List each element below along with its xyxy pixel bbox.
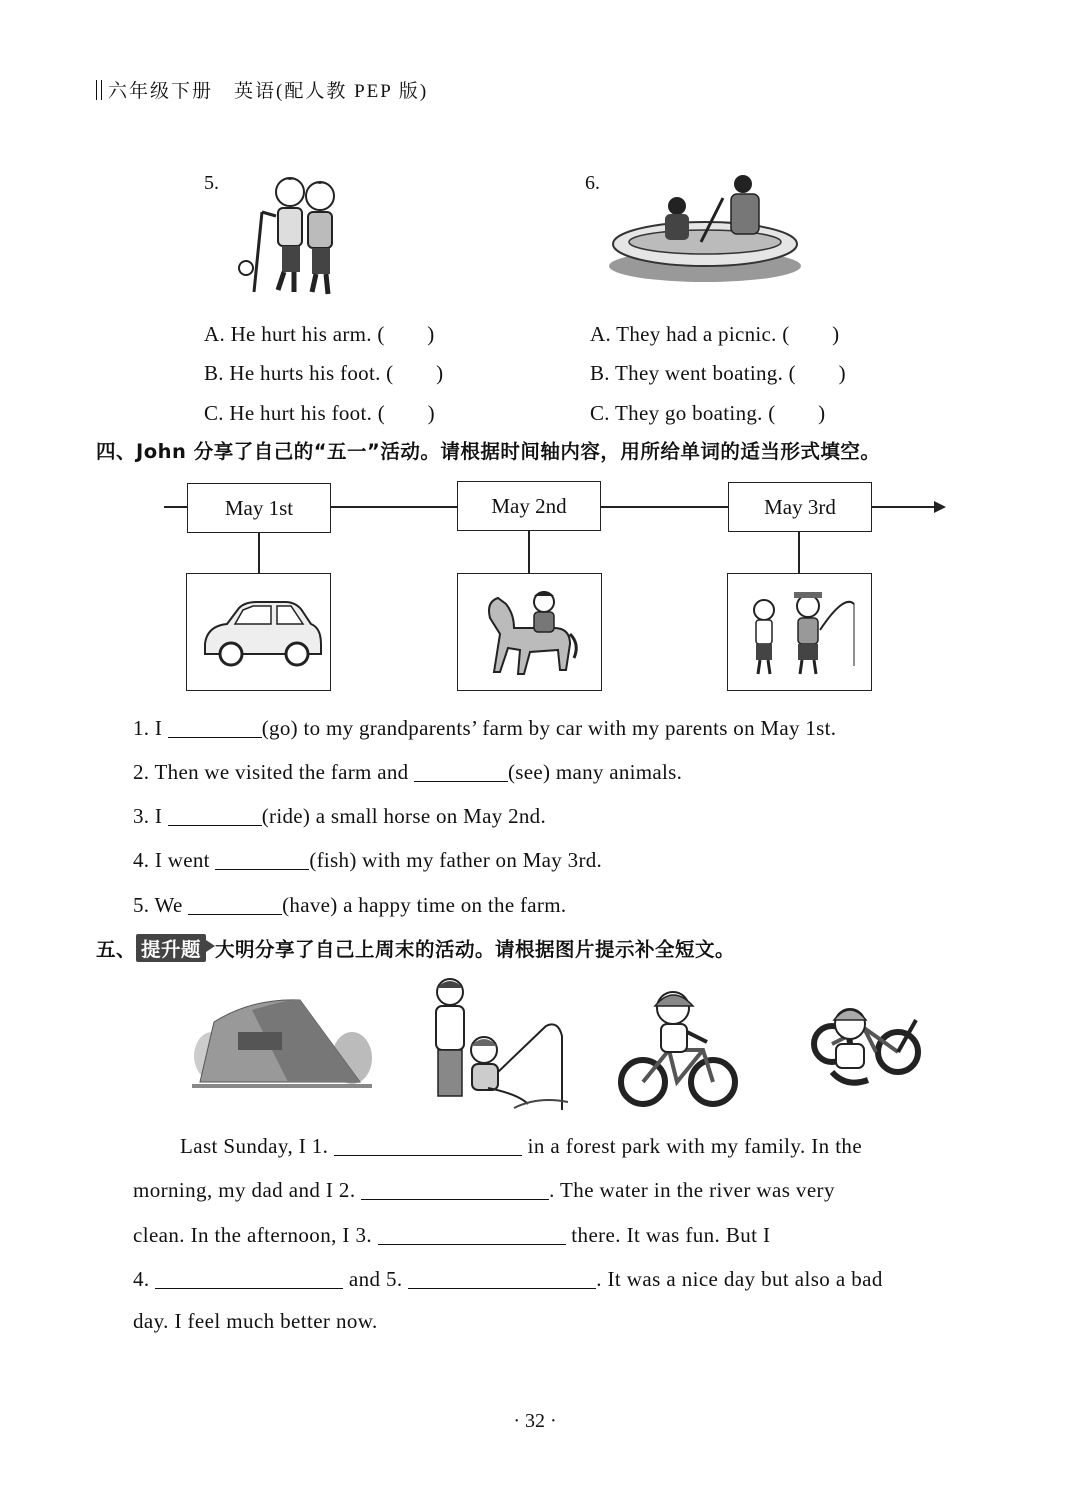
fishing-picture: [727, 573, 872, 691]
passage-blank-1[interactable]: [334, 1137, 522, 1156]
timeline-connector: [258, 533, 260, 573]
answer-blank-4[interactable]: [215, 851, 309, 870]
timeline-date-3: May 3rd: [728, 482, 872, 532]
answer-blank-2[interactable]: [414, 763, 508, 782]
q6-option-a: A. They had a picnic. ( ): [590, 322, 840, 346]
fill-sentence-1: 1. I (go) to my grandparents’ farm by car with my parents on May 1st.: [133, 716, 837, 740]
passage-blank-2[interactable]: [361, 1181, 549, 1200]
passage-line-1: Last Sunday, I 1. in a forest park with my family. In the: [180, 1134, 863, 1158]
tent-picture: [192, 996, 372, 1090]
q6-option-c: C. They go boating. ( ): [590, 401, 826, 425]
passage-line-2: morning, my dad and I 2. . The water in the river was very: [133, 1178, 835, 1202]
section-5-title: 五、 提升题 大明分享了自己上周末的活动。请根据图片提示补全短文。: [96, 934, 735, 962]
question-5-number: 5.: [204, 172, 219, 194]
fill-sentence-5: 5. We (have) a happy time on the farm.: [133, 893, 567, 917]
timeline-arrow-icon: [934, 501, 946, 513]
timeline-date-1: May 1st: [187, 483, 331, 533]
page-header: 六年级下册 英语(配人教 PEP 版): [96, 76, 428, 103]
page-number: · 32 ·: [513, 1410, 557, 1432]
q5-option-a: A. He hurt his arm. ( ): [204, 322, 435, 346]
timeline-connector: [528, 531, 530, 573]
two-boys-injured-picture: [232, 172, 347, 300]
passage-blank-5[interactable]: [408, 1270, 596, 1289]
question-6-number: 6.: [585, 172, 600, 194]
q5-option-c: C. He hurt his foot. ( ): [204, 401, 435, 425]
car-picture: [186, 573, 331, 691]
passage-blank-4[interactable]: [155, 1270, 343, 1289]
timeline-date-2: May 2nd: [457, 481, 601, 531]
boating-picture: [605, 172, 805, 288]
fill-sentence-3: 3. I (ride) a small horse on May 2nd.: [133, 804, 547, 828]
section-4-title: 四、John 分享了自己的“五一”活动。请根据时间轴内容，用所给单词的适当形式填空。: [96, 440, 881, 463]
fill-sentence-2: 2. Then we visited the farm and (see) many animals.: [133, 760, 683, 784]
riding-horse-picture: [457, 573, 602, 691]
fill-sentence-4: 4. I went (fish) with my father on May 3rd.: [133, 848, 603, 872]
header-bar-icon: [96, 80, 102, 100]
answer-blank-3[interactable]: [168, 807, 262, 826]
father-son-fishing-picture: [418, 976, 568, 1116]
answer-blank-5[interactable]: [188, 896, 282, 915]
advanced-badge: 提升题: [136, 934, 206, 962]
q5-option-b: B. He hurts his foot. ( ): [204, 361, 444, 385]
answer-blank-1[interactable]: [168, 719, 262, 738]
passage-line-3: clean. In the afternoon, I 3. there. It was fun. But I: [133, 1223, 771, 1247]
passage-line-5: day. I feel much better now.: [133, 1309, 378, 1333]
fallen-off-bike-picture: [806, 992, 924, 1096]
passage-blank-3[interactable]: [378, 1226, 566, 1245]
timeline-connector: [798, 532, 800, 573]
q6-option-b: B. They went boating. ( ): [590, 361, 846, 385]
passage-line-4: 4. and 5. . It was a nice day but also a bad: [133, 1267, 883, 1291]
riding-bike-picture: [615, 984, 739, 1112]
